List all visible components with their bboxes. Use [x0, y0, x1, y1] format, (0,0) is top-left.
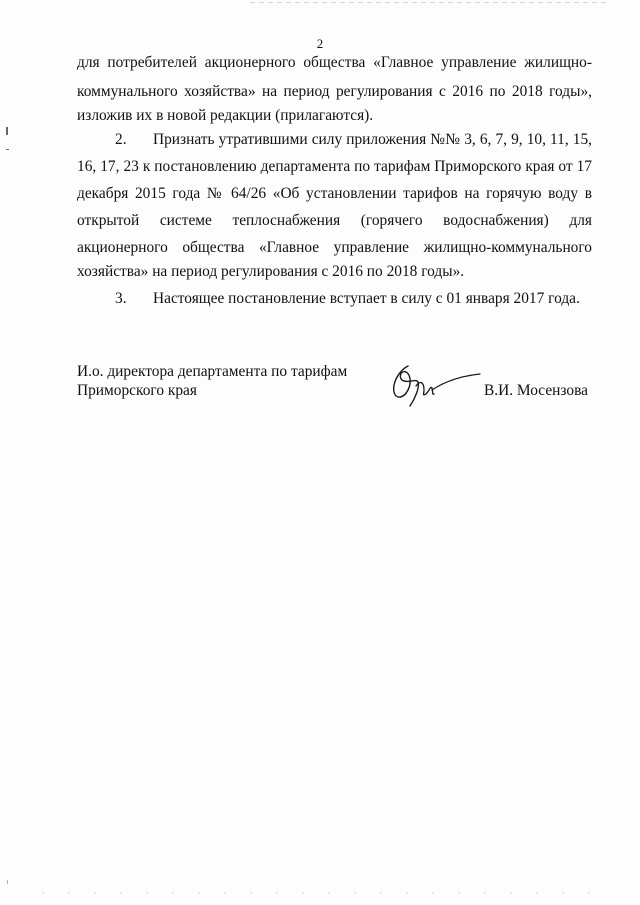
signer-position-line2: Приморского края — [77, 382, 197, 399]
paragraph1-line1: для потребителей акционерного общества «Главное управление жилищно- — [77, 54, 592, 71]
paragraph3-text: Настоящее постановление вступает в силу с 01 января 2017 года. — [153, 290, 580, 307]
scan-artifact-bottom — [30, 892, 590, 894]
paragraph2-line6: хозяйства» на период регулирования с 2016 по 2018 годы». — [77, 263, 465, 280]
paragraph2-line2: 16, 17, 23 к постановлению департамента по тарифам Приморского края от 17 — [77, 158, 592, 175]
paragraph1-line3: изложив их в новой редакции (прилагаются). — [77, 107, 374, 124]
paragraph2-line4: открытой системе теплоснабжения (горячего водоснабжения) для — [77, 212, 592, 229]
paragraph3-number: 3. — [115, 290, 127, 307]
signer-position-line1: И.о. директора департамента по тарифам — [77, 363, 348, 380]
scan-mark-left-1 — [6, 127, 8, 135]
paragraph2-number: 2. — [115, 131, 127, 148]
signer-position — [77, 362, 347, 400]
scan-mark-left-2 — [6, 149, 9, 150]
paragraph1-line2: коммунального хозяйства» на период регулирования с 2016 по 2018 годы», — [77, 83, 592, 100]
paragraph2-line5: акционерного общества «Главное управление жилищно-коммунального — [77, 239, 592, 256]
scan-artifact-top — [250, 2, 610, 3]
signer-name: В.И. Мосензова — [484, 382, 588, 399]
handwritten-signature — [386, 360, 482, 410]
paragraph2-line3: декабря 2015 года № 64/26 «Об установлении тарифов на горячую воду в — [77, 185, 592, 202]
scan-mark-left-3 — [7, 880, 8, 884]
page-number: 2 — [316, 36, 324, 51]
paragraph2-line1: Признать утратившими силу приложения №№ 3, 6, 7, 9, 10, 11, 15, — [153, 131, 592, 148]
